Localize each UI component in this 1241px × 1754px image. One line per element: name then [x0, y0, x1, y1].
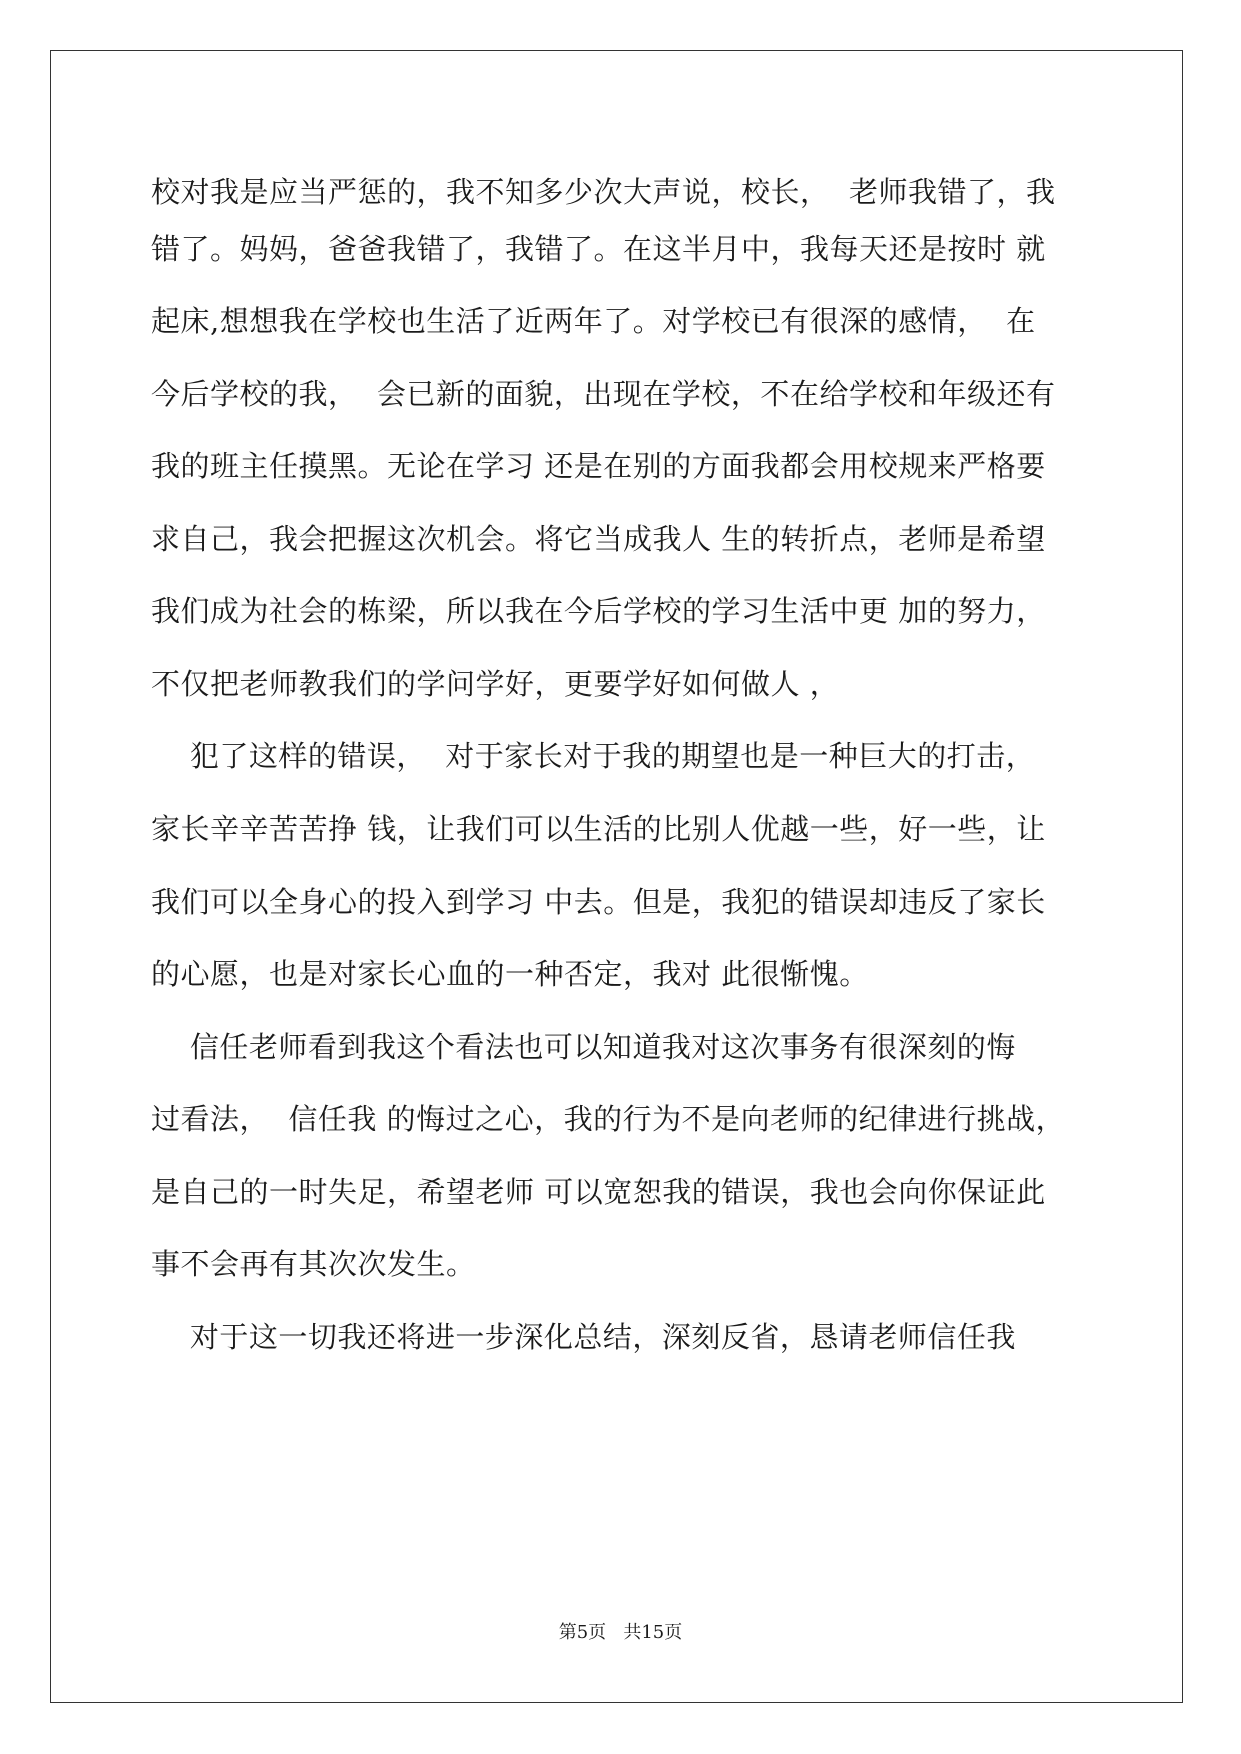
body-text-line: 校对我是应当严惩的，我不知多少次大声说，校长， 老师我错了，我: [151, 175, 1056, 209]
body-text-line: 事不会再有其次次发生。: [151, 1247, 476, 1281]
body-text-line: 求自己，我会把握这次机会。将它当成我人 生的转折点，老师是希望: [151, 522, 1046, 556]
body-text-line: 我的班主任摸黑。无论在学习 还是在别的方面我都会用校规来严格要: [151, 449, 1046, 483]
body-text-line: 错了。妈妈，爸爸我错了，我错了。在这半月中，我每天还是按时 就: [151, 232, 1046, 266]
body-text-line: 对于这一切我还将进一步深化总结，深刻反省，恳请老师信任我: [151, 1320, 1016, 1354]
page-border: [50, 50, 1183, 1703]
page-number-footer: 第5页 共15页: [558, 1622, 683, 1643]
body-text-line: 家长辛辛苦苦挣 钱，让我们可以生活的比别人优越一些，好一些，让: [151, 812, 1046, 846]
body-text-line: 起床,想想我在学校也生活了近两年了。对学校已有很深的感情， 在: [151, 304, 1036, 338]
body-text-line: 我们可以全身心的投入到学习 中去。但是，我犯的错误却违反了家长: [151, 885, 1046, 919]
body-text-line: 不仅把老师教我们的学问学好，更要学好如何做人 ，: [151, 667, 840, 701]
body-text-line: 信任老师看到我这个看法也可以知道我对这次事务有很深刻的悔: [151, 1030, 1016, 1064]
body-text-line: 今后学校的我， 会已新的面貌，出现在学校，不在给学校和年级还有: [151, 377, 1056, 411]
body-text-line: 是自己的一时失足，希望老师 可以宽恕我的错误，我也会向你保证此: [151, 1175, 1046, 1209]
body-text-line: 过看法， 信任我 的悔过之心，我的行为不是向老师的纪律进行挑战，: [151, 1102, 1066, 1136]
body-text-line: 我们成为社会的栋梁，所以我在今后学校的学习生活中更 加的努力，: [151, 594, 1046, 628]
body-text-line: 的心愿，也是对家长心血的一种否定，我对 此很惭愧。: [151, 957, 869, 991]
body-text-line: 犯了这样的错误， 对于家长对于我的期望也是一种巨大的打击，: [151, 739, 1036, 773]
